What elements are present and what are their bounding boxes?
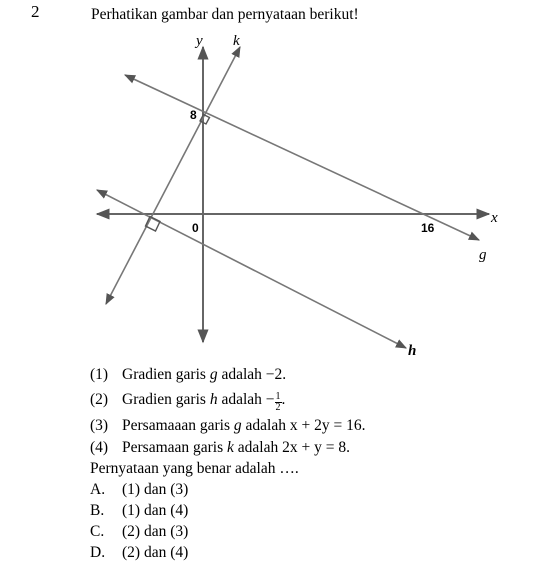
- statement-1: [90, 366, 286, 384]
- statement-2-number: (2): [90, 391, 109, 408]
- h-line-label: h: [408, 343, 417, 359]
- statement-3-suffix: adalah x + 2y = 16.: [241, 417, 366, 434]
- fraction-numerator: 1: [275, 391, 281, 402]
- fraction-denominator: 2: [275, 402, 281, 413]
- statement-3-variable: g: [233, 417, 242, 434]
- statement-3: [90, 417, 365, 435]
- line-g: [125, 75, 479, 240]
- question-prompt: Pernyataan yang benar adalah ….: [90, 460, 299, 477]
- statement-2-variable: h: [209, 391, 218, 408]
- option-b-text: (1) dan (4): [122, 502, 189, 519]
- option-c[interactable]: [90, 523, 188, 541]
- statement-1-variable: g: [209, 366, 218, 383]
- option-d[interactable]: [90, 544, 188, 562]
- option-a[interactable]: [90, 481, 188, 499]
- tick-label-0: 0: [192, 221, 199, 235]
- k-line-label: k: [233, 33, 240, 49]
- option-b[interactable]: [90, 502, 188, 520]
- statement-3-prefix: Persamaaan garis: [122, 417, 234, 434]
- option-c-text: (2) dan (3): [122, 523, 189, 540]
- statement-1-prefix: Gradien garis: [122, 366, 210, 383]
- statement-4: [90, 439, 350, 457]
- statement-2-end: .: [281, 391, 286, 408]
- tick-label-8: 8: [190, 108, 197, 122]
- question-instruction: Perhatikan gambar dan pernyataan berikut!: [91, 6, 359, 23]
- x-axis-label: x: [491, 210, 498, 226]
- y-axis-label: y: [196, 33, 203, 49]
- tick-label-16: 16: [421, 221, 435, 235]
- statement-4-variable: k: [227, 439, 234, 456]
- statement-1-number: (1): [90, 366, 109, 383]
- statement-3-number: (3): [90, 417, 109, 434]
- statement-4-number: (4): [90, 439, 109, 456]
- line-k: [106, 47, 240, 304]
- option-a-text: (1) dan (3): [122, 481, 189, 498]
- statement-2-suffix: adalah −: [217, 391, 275, 408]
- option-a-letter: A.: [90, 481, 106, 498]
- option-b-letter: B.: [90, 502, 105, 519]
- question-number: 2: [31, 2, 40, 21]
- statement-2: [90, 391, 285, 413]
- option-d-letter: D.: [90, 544, 106, 561]
- statement-1-suffix: adalah −2.: [217, 366, 287, 383]
- statement-4-suffix: adalah 2x + y = 8.: [233, 439, 350, 456]
- statement-2-prefix: Gradien garis: [122, 391, 210, 408]
- option-c-letter: C.: [90, 523, 105, 540]
- fraction: [275, 392, 282, 413]
- statement-4-prefix: Persamaan garis: [122, 439, 228, 456]
- g-line-label: g: [479, 247, 487, 263]
- option-d-text: (2) dan (4): [122, 544, 189, 561]
